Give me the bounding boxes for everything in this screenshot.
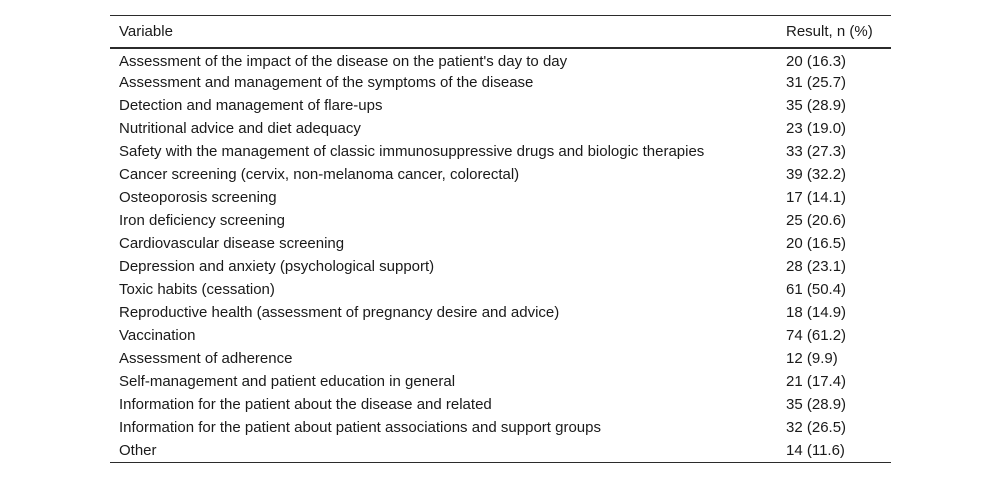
variable-cell: Toxic habits (cessation) [119, 281, 275, 298]
result-cell: 39 (32.2) [786, 166, 847, 183]
result-cell: 33 (27.3) [786, 143, 847, 160]
result-cell: 18 (14.9) [786, 304, 847, 321]
variable-cell: Reproductive health (assessment of pregnancy desire and advice) [119, 304, 560, 321]
variable-cell: Vaccination [119, 327, 196, 344]
variable-cell: Iron deficiency screening [119, 212, 285, 229]
result-cell: 35 (28.9) [786, 97, 847, 114]
header-result: Result, n (%) [786, 23, 873, 40]
result-cell: 35 (28.9) [786, 396, 847, 413]
table-row [110, 255, 891, 278]
table-row [110, 347, 891, 370]
table-row [110, 71, 891, 94]
table-header [110, 16, 891, 49]
variable-cell: Detection and management of flare-ups [119, 97, 383, 114]
variable-cell: Cancer screening (cervix, non-melanoma cancer, colorectal) [119, 166, 520, 183]
result-cell: 28 (23.1) [786, 258, 847, 275]
results-table [110, 15, 891, 463]
result-cell: 25 (20.6) [786, 212, 847, 229]
result-cell: 31 (25.7) [786, 74, 847, 91]
table-row [110, 370, 891, 393]
result-cell: 14 (11.6) [786, 441, 845, 459]
result-cell: 12 (9.9) [786, 350, 838, 367]
result-cell: 32 (26.5) [786, 419, 847, 436]
result-cell: 74 (61.2) [786, 327, 847, 344]
result-cell: 23 (19.0) [786, 120, 847, 137]
table-row [110, 393, 891, 416]
results-table-container [110, 15, 891, 463]
table-row [110, 163, 891, 186]
table-row [110, 94, 891, 117]
variable-cell: Depression and anxiety (psychological support) [119, 258, 435, 275]
variable-cell: Information for the patient about the disease and related [119, 396, 492, 413]
result-cell: 17 (14.1) [786, 189, 847, 206]
variable-cell: Self-management and patient education in general [119, 373, 456, 390]
variable-cell: Information for the patient about patient associations and support groups [119, 419, 601, 436]
table-row [110, 324, 891, 347]
header-variable: Variable [119, 23, 173, 40]
table-row [110, 186, 891, 209]
table-row [110, 48, 891, 71]
result-cell: 61 (50.4) [786, 281, 847, 298]
table-row [110, 301, 891, 324]
result-cell: 20 (16.3) [786, 52, 847, 70]
result-cell: 21 (17.4) [786, 373, 847, 390]
table-row [110, 278, 891, 301]
variable-cell: Assessment and management of the symptoms of the disease [119, 74, 534, 91]
result-cell: 20 (16.5) [786, 235, 847, 252]
table-body [110, 48, 891, 462]
variable-cell: Safety with the management of classic immunosuppressive drugs and biologic therapies [119, 143, 705, 160]
table-row [110, 416, 891, 439]
table-row [110, 232, 891, 255]
variable-cell: Nutritional advice and diet adequacy [119, 120, 361, 137]
table-row [110, 209, 891, 232]
variable-cell: Assessment of the impact of the disease on the patient's day to day [119, 52, 568, 70]
variable-cell: Assessment of adherence [119, 350, 293, 367]
variable-cell: Osteoporosis screening [119, 189, 277, 206]
header-row [110, 16, 891, 49]
variable-cell: Cardiovascular disease screening [119, 235, 345, 252]
table-row [110, 117, 891, 140]
table-row [110, 439, 891, 462]
variable-cell: Other [119, 441, 157, 459]
table-row [110, 140, 891, 163]
